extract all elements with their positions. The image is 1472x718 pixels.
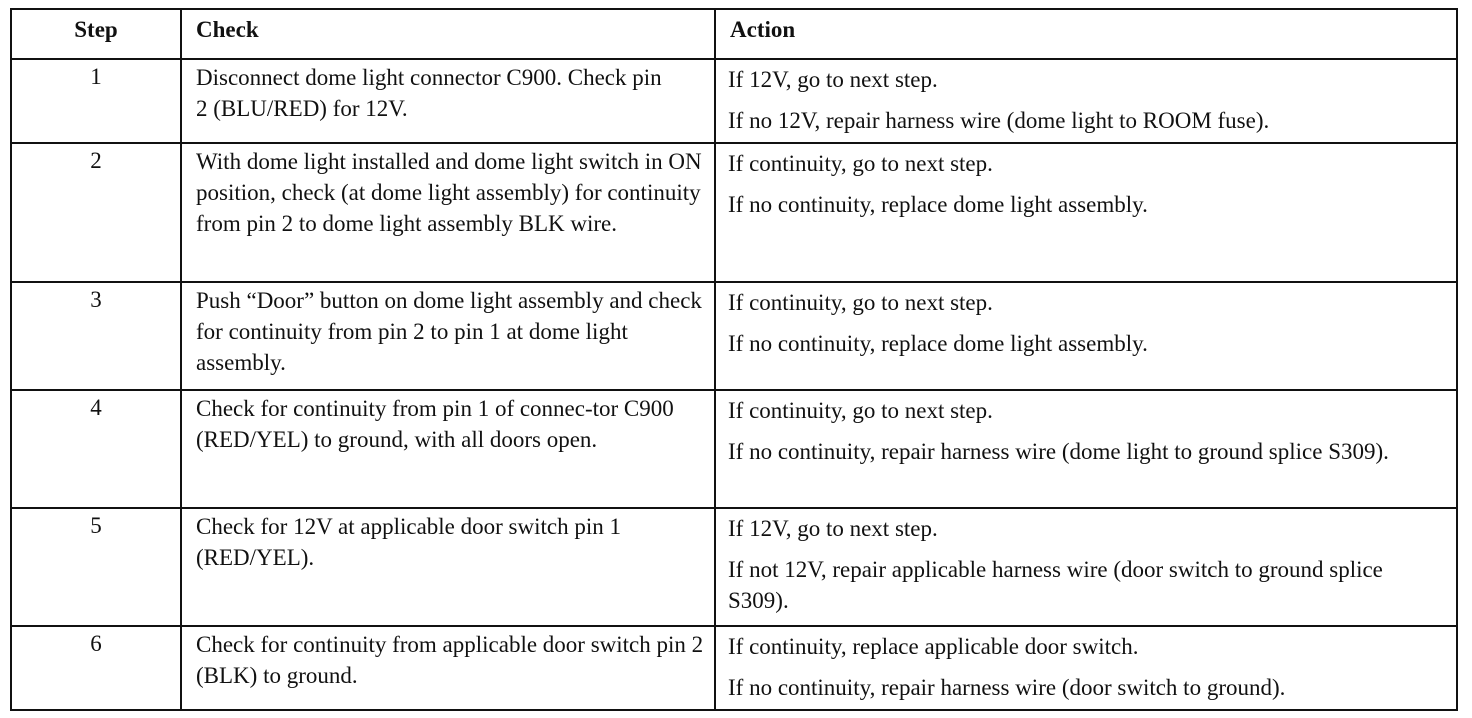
- check-cell: [181, 59, 715, 143]
- check-text: Push “Door” button on dome light assembly and check for continuity from pin 2 to pin 1 at dome light assembly.: [196, 288, 702, 375]
- step-number: 4: [11, 390, 181, 508]
- check-cell: [181, 626, 715, 710]
- check-cell: [181, 508, 715, 626]
- action-fail: If no 12V, repair harness wire (dome light to ROOM fuse).: [728, 108, 1270, 133]
- check-cell: [181, 282, 715, 390]
- step-number: 6: [11, 626, 181, 710]
- step-column-header: Step: [11, 9, 181, 59]
- action-cell: [715, 626, 1457, 710]
- action-cell: [715, 59, 1457, 143]
- check-cell: [181, 143, 715, 282]
- step-number: 5: [11, 508, 181, 626]
- table-row: [11, 508, 1457, 626]
- action-pass: If continuity, go to next step.: [728, 398, 993, 423]
- action-cell: [715, 282, 1457, 390]
- action-cell: [715, 508, 1457, 626]
- action-cell: [715, 390, 1457, 508]
- check-text: Check for continuity from applicable door switch pin 2 (BLK) to ground.: [196, 632, 704, 688]
- check-text: Check for 12V at applicable door switch pin 1 (RED/YEL).: [196, 514, 621, 570]
- table-row: [11, 390, 1457, 508]
- action-pass: If 12V, go to next step.: [728, 516, 938, 541]
- action-pass: If continuity, go to next step.: [728, 290, 993, 315]
- action-cell: [715, 143, 1457, 282]
- action-fail: If no continuity, replace dome light assembly.: [728, 192, 1148, 217]
- check-column-header: Check: [181, 9, 715, 59]
- table-row: [11, 59, 1457, 143]
- action-fail: If not 12V, repair applicable harness wire (door switch to ground splice S309).: [728, 557, 1383, 613]
- check-text: With dome light installed and dome light switch in ON position, check (at dome light assembly) for continuity from pin 2 to dome light assembly BLK wire.: [196, 149, 702, 236]
- step-number: 3: [11, 282, 181, 390]
- table-row: [11, 282, 1457, 390]
- action-fail: If no continuity, repair harness wire (dome light to ground splice S309).: [728, 439, 1389, 464]
- diagnostic-table-container: [10, 8, 1456, 711]
- step-number: 1: [11, 59, 181, 143]
- action-column-header: Action: [715, 9, 1457, 59]
- step-number: 2: [11, 143, 181, 282]
- action-fail: If no continuity, repair harness wire (door switch to ground).: [728, 675, 1286, 700]
- table-header-row: [11, 9, 1457, 59]
- action-pass: If 12V, go to next step.: [728, 67, 938, 92]
- check-cell: [181, 390, 715, 508]
- action-pass: If continuity, go to next step.: [728, 151, 993, 176]
- action-fail: If no continuity, replace dome light assembly.: [728, 331, 1148, 356]
- check-text: Disconnect dome light connector C900. Check pin 2 (BLU/RED) for 12V.: [196, 65, 662, 121]
- check-text: Check for continuity from pin 1 of connec-tor C900 (RED/YEL) to ground, with all doors open.: [196, 396, 674, 452]
- diagnostic-table: [10, 8, 1458, 711]
- action-pass: If continuity, replace applicable door switch.: [728, 634, 1139, 659]
- table-row: [11, 626, 1457, 710]
- table-row: [11, 143, 1457, 282]
